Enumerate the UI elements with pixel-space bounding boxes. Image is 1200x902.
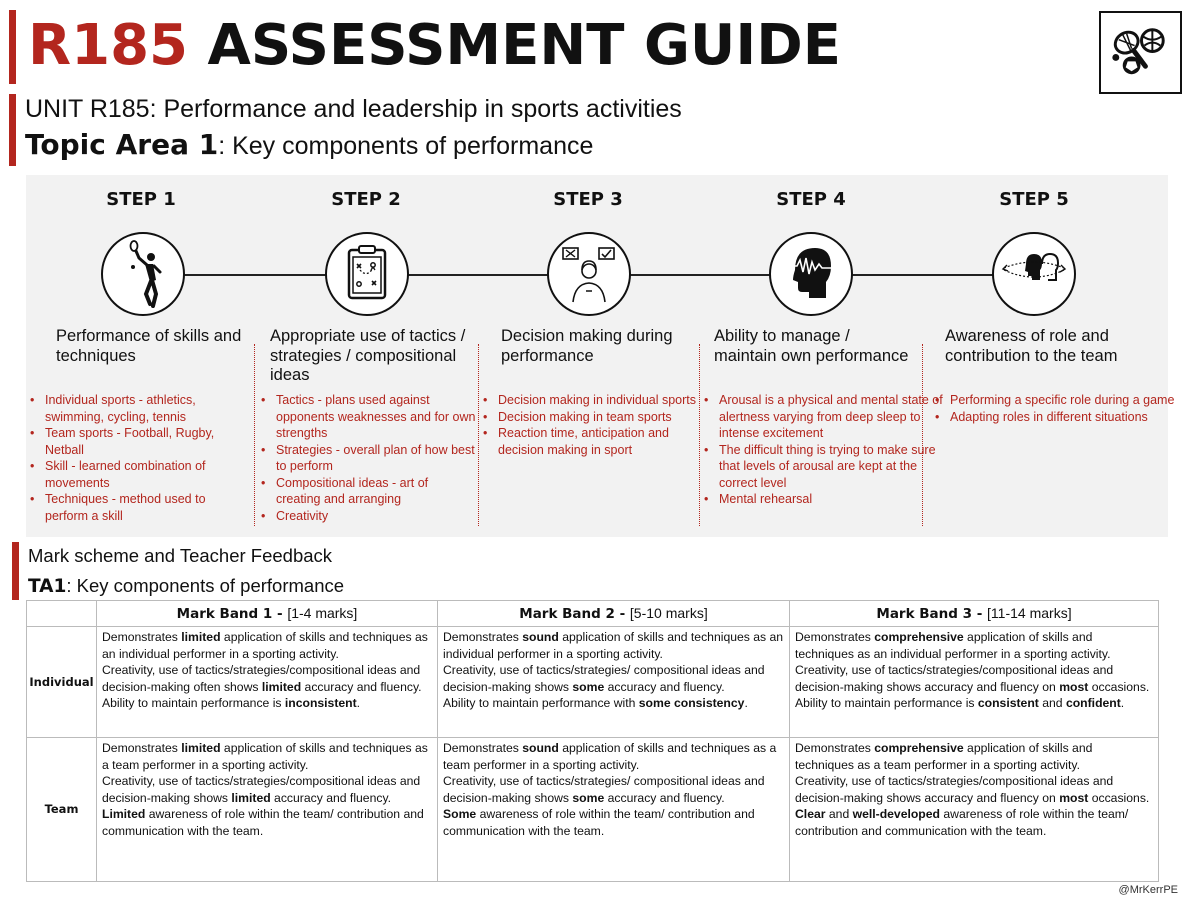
descriptor-line bbox=[102, 740, 432, 773]
descriptor-line bbox=[795, 695, 1153, 712]
descriptor-text: Demonstrates bbox=[102, 630, 182, 644]
descriptor-line bbox=[795, 662, 1153, 695]
list-item: • Strategies - overall plan of how best to perform bbox=[276, 442, 476, 475]
list-item: • Performing a specific role during a game bbox=[950, 392, 1175, 409]
descriptor-text: Ability to maintain performance with bbox=[443, 696, 639, 711]
emphasis-text: limited bbox=[181, 741, 221, 755]
table-cell bbox=[790, 738, 1159, 882]
table-cell bbox=[438, 627, 790, 738]
emphasis-text: limited bbox=[261, 679, 302, 694]
emphasis-text: consistent bbox=[977, 696, 1039, 711]
step-4-bullets bbox=[699, 392, 944, 508]
band-header bbox=[438, 601, 790, 627]
list-item: • Techniques - method used to perform a skill bbox=[45, 491, 235, 524]
descriptor-text: application of skills and techniques as an individual performer in a sporting activity. bbox=[443, 630, 784, 661]
tactics-clipboard-icon bbox=[325, 232, 409, 316]
descriptor-text: . bbox=[356, 696, 361, 711]
step-3-heading: Decision making during performance bbox=[501, 327, 673, 365]
list-item: • Team sports - Football, Rugby, Netball bbox=[45, 425, 235, 458]
band-header bbox=[97, 601, 438, 627]
two-heads-icon bbox=[992, 232, 1076, 316]
descriptor-line bbox=[102, 695, 432, 712]
descriptor-text: and bbox=[825, 807, 853, 822]
descriptor-text: Creativity, use of tactics/strategies/ compositional ideas and decision-making shows bbox=[443, 663, 765, 694]
emphasis-text: limited bbox=[231, 790, 271, 805]
list-item: • Decision making in individual sports bbox=[498, 392, 698, 409]
descriptor-text: Demonstrates bbox=[102, 741, 182, 755]
head-brainwave-icon bbox=[769, 232, 853, 316]
emphasis-text: limited bbox=[181, 630, 221, 644]
descriptor-text: Demonstrates bbox=[443, 741, 523, 755]
descriptor-text: Demonstrates bbox=[443, 630, 523, 644]
mark-scheme-title: Mark scheme and Teacher Feedback bbox=[28, 545, 333, 566]
descriptor-text: accuracy and fluency. bbox=[270, 790, 392, 805]
table-row bbox=[27, 627, 1159, 738]
emphasis-text: Clear bbox=[795, 807, 826, 822]
emphasis-text: sound bbox=[522, 630, 559, 644]
descriptor-text: application of skills and techniques as an individual performer in a sporting activity. bbox=[795, 630, 1111, 661]
band-header bbox=[790, 601, 1159, 627]
unit-code: R185 bbox=[28, 13, 189, 78]
descriptor-text: Ability to maintain performance is bbox=[102, 696, 285, 711]
unit-subtitle: UNIT R185: Performance and leadership in sports activities bbox=[25, 95, 682, 123]
decision-person-icon bbox=[547, 232, 631, 316]
column-divider bbox=[254, 344, 255, 526]
step-1-title: STEP 1 bbox=[106, 189, 176, 210]
descriptor-line bbox=[443, 695, 784, 712]
emphasis-text: some consistency bbox=[638, 696, 745, 711]
list-item: • Decision making in team sports bbox=[498, 409, 698, 426]
list-item: • Tactics - plans used against opponents weaknesses and for own strengths bbox=[276, 392, 476, 442]
step-1-bullets bbox=[25, 392, 235, 524]
table-header-row bbox=[27, 601, 1159, 627]
mark-scheme-table bbox=[26, 600, 1159, 882]
descriptor-text: application of skills and techniques as an individual performer in a sporting activity. bbox=[102, 630, 428, 661]
step-5-title: STEP 5 bbox=[999, 189, 1069, 210]
step-1-heading: Performance of skills and techniques bbox=[56, 327, 242, 365]
ta1-label: TA1 bbox=[28, 576, 67, 597]
step-3-bullets bbox=[478, 392, 698, 458]
descriptor-text: awareness of role within the team/ contribution and communication with the team. bbox=[795, 807, 1129, 838]
descriptor-line bbox=[102, 806, 432, 839]
descriptor-text: accuracy and fluency. bbox=[604, 790, 725, 805]
descriptor-line bbox=[795, 806, 1153, 839]
ta1-title bbox=[28, 575, 344, 597]
descriptor-text: application of skills and techniques as a team performer in a sporting activity. bbox=[443, 741, 777, 772]
mark-scheme-accent-bar bbox=[12, 542, 19, 600]
emphasis-text: most bbox=[1059, 790, 1089, 805]
emphasis-text: inconsistent bbox=[284, 696, 357, 711]
emphasis-text: Some bbox=[443, 807, 477, 822]
band-range: [11-14 marks] bbox=[987, 605, 1072, 621]
author-credit: @MrKerrPE bbox=[1118, 884, 1178, 896]
descriptor-text: occasions. bbox=[1088, 790, 1150, 805]
title-text: ASSESSMENT GUIDE bbox=[207, 13, 841, 78]
band-range: [1-4 marks] bbox=[287, 605, 358, 621]
descriptor-text: application of skills and techniques as a team performer in a sporting activity. bbox=[795, 741, 1093, 772]
descriptor-text: Demonstrates bbox=[795, 741, 875, 755]
descriptor-text: awareness of role within the team/ contribution and communication with the team. bbox=[443, 807, 755, 838]
step-4-heading: Ability to manage / maintain own performance bbox=[714, 327, 909, 365]
descriptor-text: and bbox=[1038, 696, 1066, 711]
emphasis-text: comprehensive bbox=[874, 630, 964, 644]
list-item: • Compositional ideas - art of creating and arranging bbox=[276, 475, 476, 508]
band-range: [5-10 marks] bbox=[629, 605, 708, 621]
topic-title bbox=[25, 128, 593, 161]
descriptor-text: occasions. bbox=[1088, 679, 1150, 694]
emphasis-text: Limited bbox=[102, 807, 146, 822]
step-5-heading: Awareness of role and contribution to the team bbox=[945, 327, 1118, 365]
descriptor-line bbox=[443, 806, 784, 839]
step-3-title: STEP 3 bbox=[553, 189, 623, 210]
ta1-text: : Key components of performance bbox=[66, 575, 345, 596]
descriptor-line bbox=[443, 773, 784, 806]
step-5-bullets bbox=[930, 392, 1175, 425]
row-label: Individual bbox=[27, 627, 97, 738]
row-label: Team bbox=[27, 738, 97, 882]
step-2-title: STEP 2 bbox=[331, 189, 401, 210]
band-name: Mark Band 1 - bbox=[176, 606, 288, 622]
descriptor-text: Creativity, use of tactics/strategies/compositional ideas and decision-making shows bbox=[102, 774, 421, 805]
descriptor-line bbox=[795, 773, 1153, 806]
table-corner-cell bbox=[27, 601, 97, 627]
step-2-heading: Appropriate use of tactics / strategies / compositional ideas bbox=[270, 327, 466, 384]
list-item: • Individual sports - athletics, swimming, cycling, tennis bbox=[45, 392, 235, 425]
step-4-title: STEP 4 bbox=[776, 189, 846, 210]
emphasis-text: some bbox=[572, 790, 605, 805]
list-item: • Reaction time, anticipation and decision making in sport bbox=[498, 425, 698, 458]
descriptor-line bbox=[795, 629, 1153, 662]
descriptor-text: awareness of role within the team/ contribution and communication with the team. bbox=[102, 807, 424, 838]
emphasis-text: comprehensive bbox=[874, 741, 964, 755]
descriptor-text: . bbox=[1120, 696, 1125, 711]
descriptor-text: Creativity, use of tactics/strategies/compositional ideas and decision-making shows accuracy and fluency on bbox=[795, 663, 1114, 694]
emphasis-text: well-developed bbox=[852, 807, 940, 822]
step-2-bullets bbox=[256, 392, 476, 524]
sports-equipment-icon bbox=[1099, 11, 1182, 94]
subtitle-accent-bar bbox=[9, 94, 16, 166]
list-item: • Skill - learned combination of movements bbox=[45, 458, 235, 491]
descriptor-line bbox=[102, 662, 432, 695]
descriptor-line bbox=[443, 629, 784, 662]
emphasis-text: some bbox=[572, 679, 605, 694]
topic-text: : Key components of performance bbox=[218, 132, 594, 160]
table-cell bbox=[438, 738, 790, 882]
descriptor-line bbox=[795, 740, 1153, 773]
title-accent-bar bbox=[9, 10, 16, 84]
descriptor-text: Creativity, use of tactics/strategies/compositional ideas and decision-making often shows bbox=[102, 663, 421, 694]
table-cell bbox=[790, 627, 1159, 738]
descriptor-line bbox=[102, 629, 432, 662]
band-name: Mark Band 2 - bbox=[519, 606, 630, 622]
tennis-player-icon bbox=[101, 232, 185, 316]
descriptor-text: Creativity, use of tactics/strategies/compositional ideas and decision-making shows accuracy and fluency on bbox=[795, 774, 1114, 805]
descriptor-text: Demonstrates bbox=[795, 630, 875, 644]
descriptor-text: application of skills and techniques as a team performer in a sporting activity. bbox=[102, 741, 428, 772]
descriptor-text: accuracy and fluency. bbox=[301, 679, 422, 694]
list-item: • Adapting roles in different situations bbox=[950, 409, 1175, 426]
descriptor-line bbox=[102, 773, 432, 806]
table-cell bbox=[97, 627, 438, 738]
table-row bbox=[27, 738, 1159, 882]
list-item: • The difficult thing is trying to make sure that levels of arousal are kept at the correct level bbox=[719, 442, 944, 492]
emphasis-text: confident bbox=[1065, 696, 1121, 711]
band-name: Mark Band 3 - bbox=[876, 606, 988, 622]
table-cell bbox=[97, 738, 438, 882]
descriptor-text: accuracy and fluency. bbox=[604, 679, 725, 694]
descriptor-line bbox=[443, 740, 784, 773]
list-item: • Arousal is a physical and mental state of alertness varying from deep sleep to intense excitement bbox=[719, 392, 944, 442]
page-title bbox=[28, 10, 841, 82]
list-item: • Creativity bbox=[276, 508, 476, 525]
emphasis-text: sound bbox=[522, 741, 559, 755]
list-item: • Mental rehearsal bbox=[719, 491, 944, 508]
topic-label: Topic Area 1 bbox=[25, 128, 219, 161]
descriptor-text: . bbox=[744, 696, 748, 711]
descriptor-line bbox=[443, 662, 784, 695]
emphasis-text: most bbox=[1059, 679, 1089, 694]
descriptor-text: Creativity, use of tactics/strategies/ compositional ideas and decision-making shows bbox=[443, 774, 765, 805]
descriptor-text: Ability to maintain performance is bbox=[795, 696, 978, 711]
